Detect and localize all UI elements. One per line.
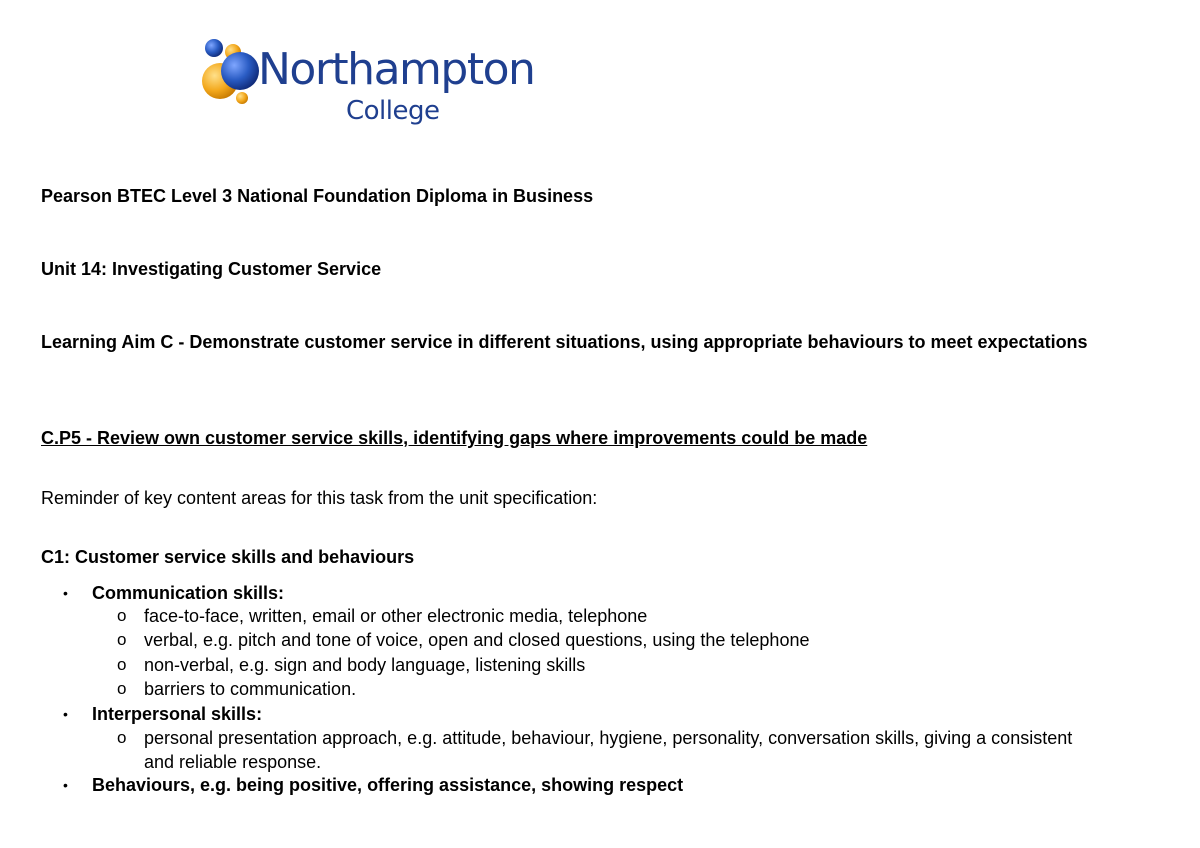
- sub-list-item: non-verbal, e.g. sign and body language, listening skills: [144, 655, 586, 675]
- sub-list-item: face-to-face, written, email or other electronic media, telephone: [144, 606, 648, 626]
- bullet-icon: •: [63, 777, 68, 793]
- list-item-communication: Communication skills:: [92, 583, 285, 603]
- sub-list-item: verbal, e.g. pitch and tone of voice, open and closed questions, using the telephone: [144, 630, 810, 650]
- bullet-icon: •: [63, 706, 68, 722]
- sub-bullet-icon: o: [117, 606, 127, 625]
- sub-bullet-icon: o: [117, 728, 127, 747]
- sub-list-item: personal presentation approach, e.g. attitude, behaviour, hygiene, personality, conversation skills, giving a consistent and reliable response.: [144, 728, 1073, 772]
- sub-list-item: barriers to communication.: [144, 679, 357, 699]
- bullet-icon: •: [63, 585, 68, 601]
- reminder-text: Reminder of key content areas for this task from the unit specification:: [41, 488, 598, 508]
- logo-wordmark: Northampton: [258, 44, 535, 95]
- logo-dot-large-blue: [221, 52, 259, 90]
- assessment-criterion: C.P5 - Review own customer service skills, identifying gaps where improvements could be made: [41, 428, 868, 448]
- sub-bullet-icon: o: [117, 655, 127, 674]
- sub-bullet-icon: o: [117, 679, 127, 698]
- qualification-title: Pearson BTEC Level 3 National Foundation Diploma in Business: [41, 186, 594, 206]
- logo-dot-small-blue: [205, 39, 223, 57]
- learning-aim: Learning Aim C - Demonstrate customer service in different situations, using appropriate behaviours to meet expectations: [41, 332, 1088, 352]
- logo-dot-tiny-orange: [236, 92, 248, 104]
- sub-bullet-icon: o: [117, 630, 127, 649]
- section-heading: C1: Customer service skills and behaviours: [41, 547, 415, 567]
- northampton-college-logo: [196, 36, 535, 138]
- unit-title: Unit 14: Investigating Customer Service: [41, 259, 382, 279]
- list-item-interpersonal: Interpersonal skills:: [92, 704, 263, 724]
- logo-subname: College: [346, 96, 440, 126]
- list-item-behaviours: Behaviours, e.g. being positive, offering assistance, showing respect: [92, 775, 684, 795]
